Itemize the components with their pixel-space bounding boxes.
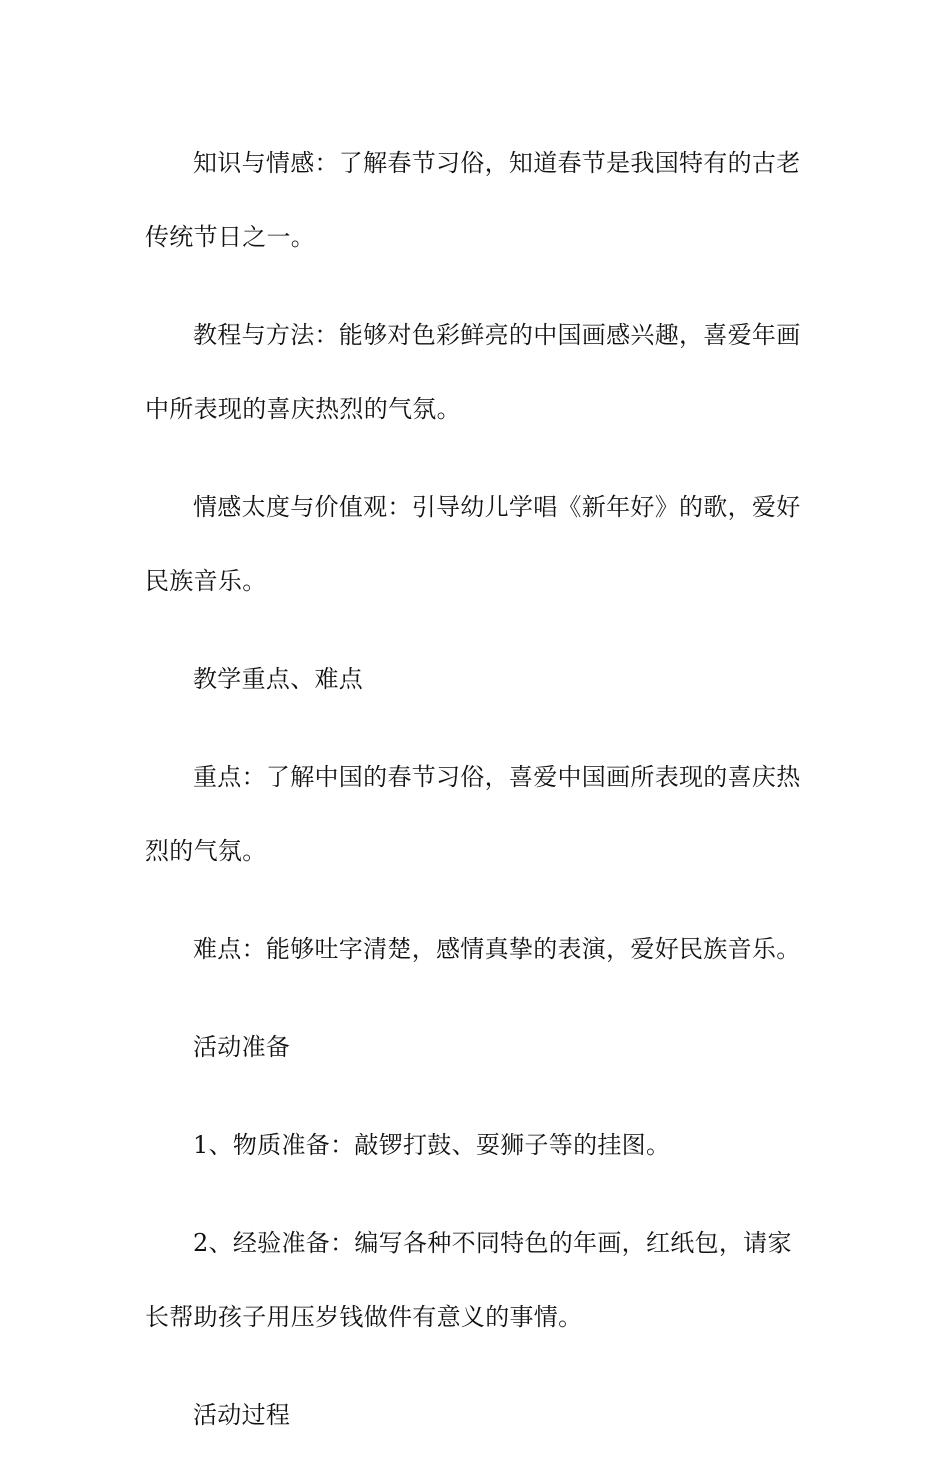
- heading-activity-process: 活动过程: [193, 1401, 291, 1429]
- paragraph-experience-preparation: 2、经验准备：编写各种不同特色的年画，红纸包，请家长帮助孩子用压岁钱做件有意义的事情。: [145, 1229, 792, 1331]
- paragraph-process-method: 教程与方法：能够对色彩鲜亮的中国画感兴趣，喜爱年画中所表现的喜庆热烈的气氛。: [145, 321, 801, 423]
- document-body: [145, 126, 810, 1476]
- paragraph-knowledge-emotion: 知识与情感：了解春节习俗，知道春节是我国特有的古老传统节日之一。: [145, 149, 801, 251]
- paragraph-attitude-values: 情感太度与价值观：引导幼儿学唱《新年好》的歌，爱好民族音乐。: [145, 493, 801, 595]
- paragraph-key-point: 重点：了解中国的春节习俗，喜爱中国画所表现的喜庆热烈的气氛。: [145, 763, 801, 865]
- paragraph-material-preparation: 1、物质准备：敲锣打鼓、耍狮子等的挂图。: [193, 1131, 671, 1159]
- heading-key-difficult-points: 教学重点、难点: [193, 665, 364, 693]
- paragraph-difficult-point: 难点：能够吐字清楚，感情真挚的表演，爱好民族音乐。: [193, 935, 801, 963]
- heading-activity-preparation: 活动准备: [193, 1033, 291, 1061]
